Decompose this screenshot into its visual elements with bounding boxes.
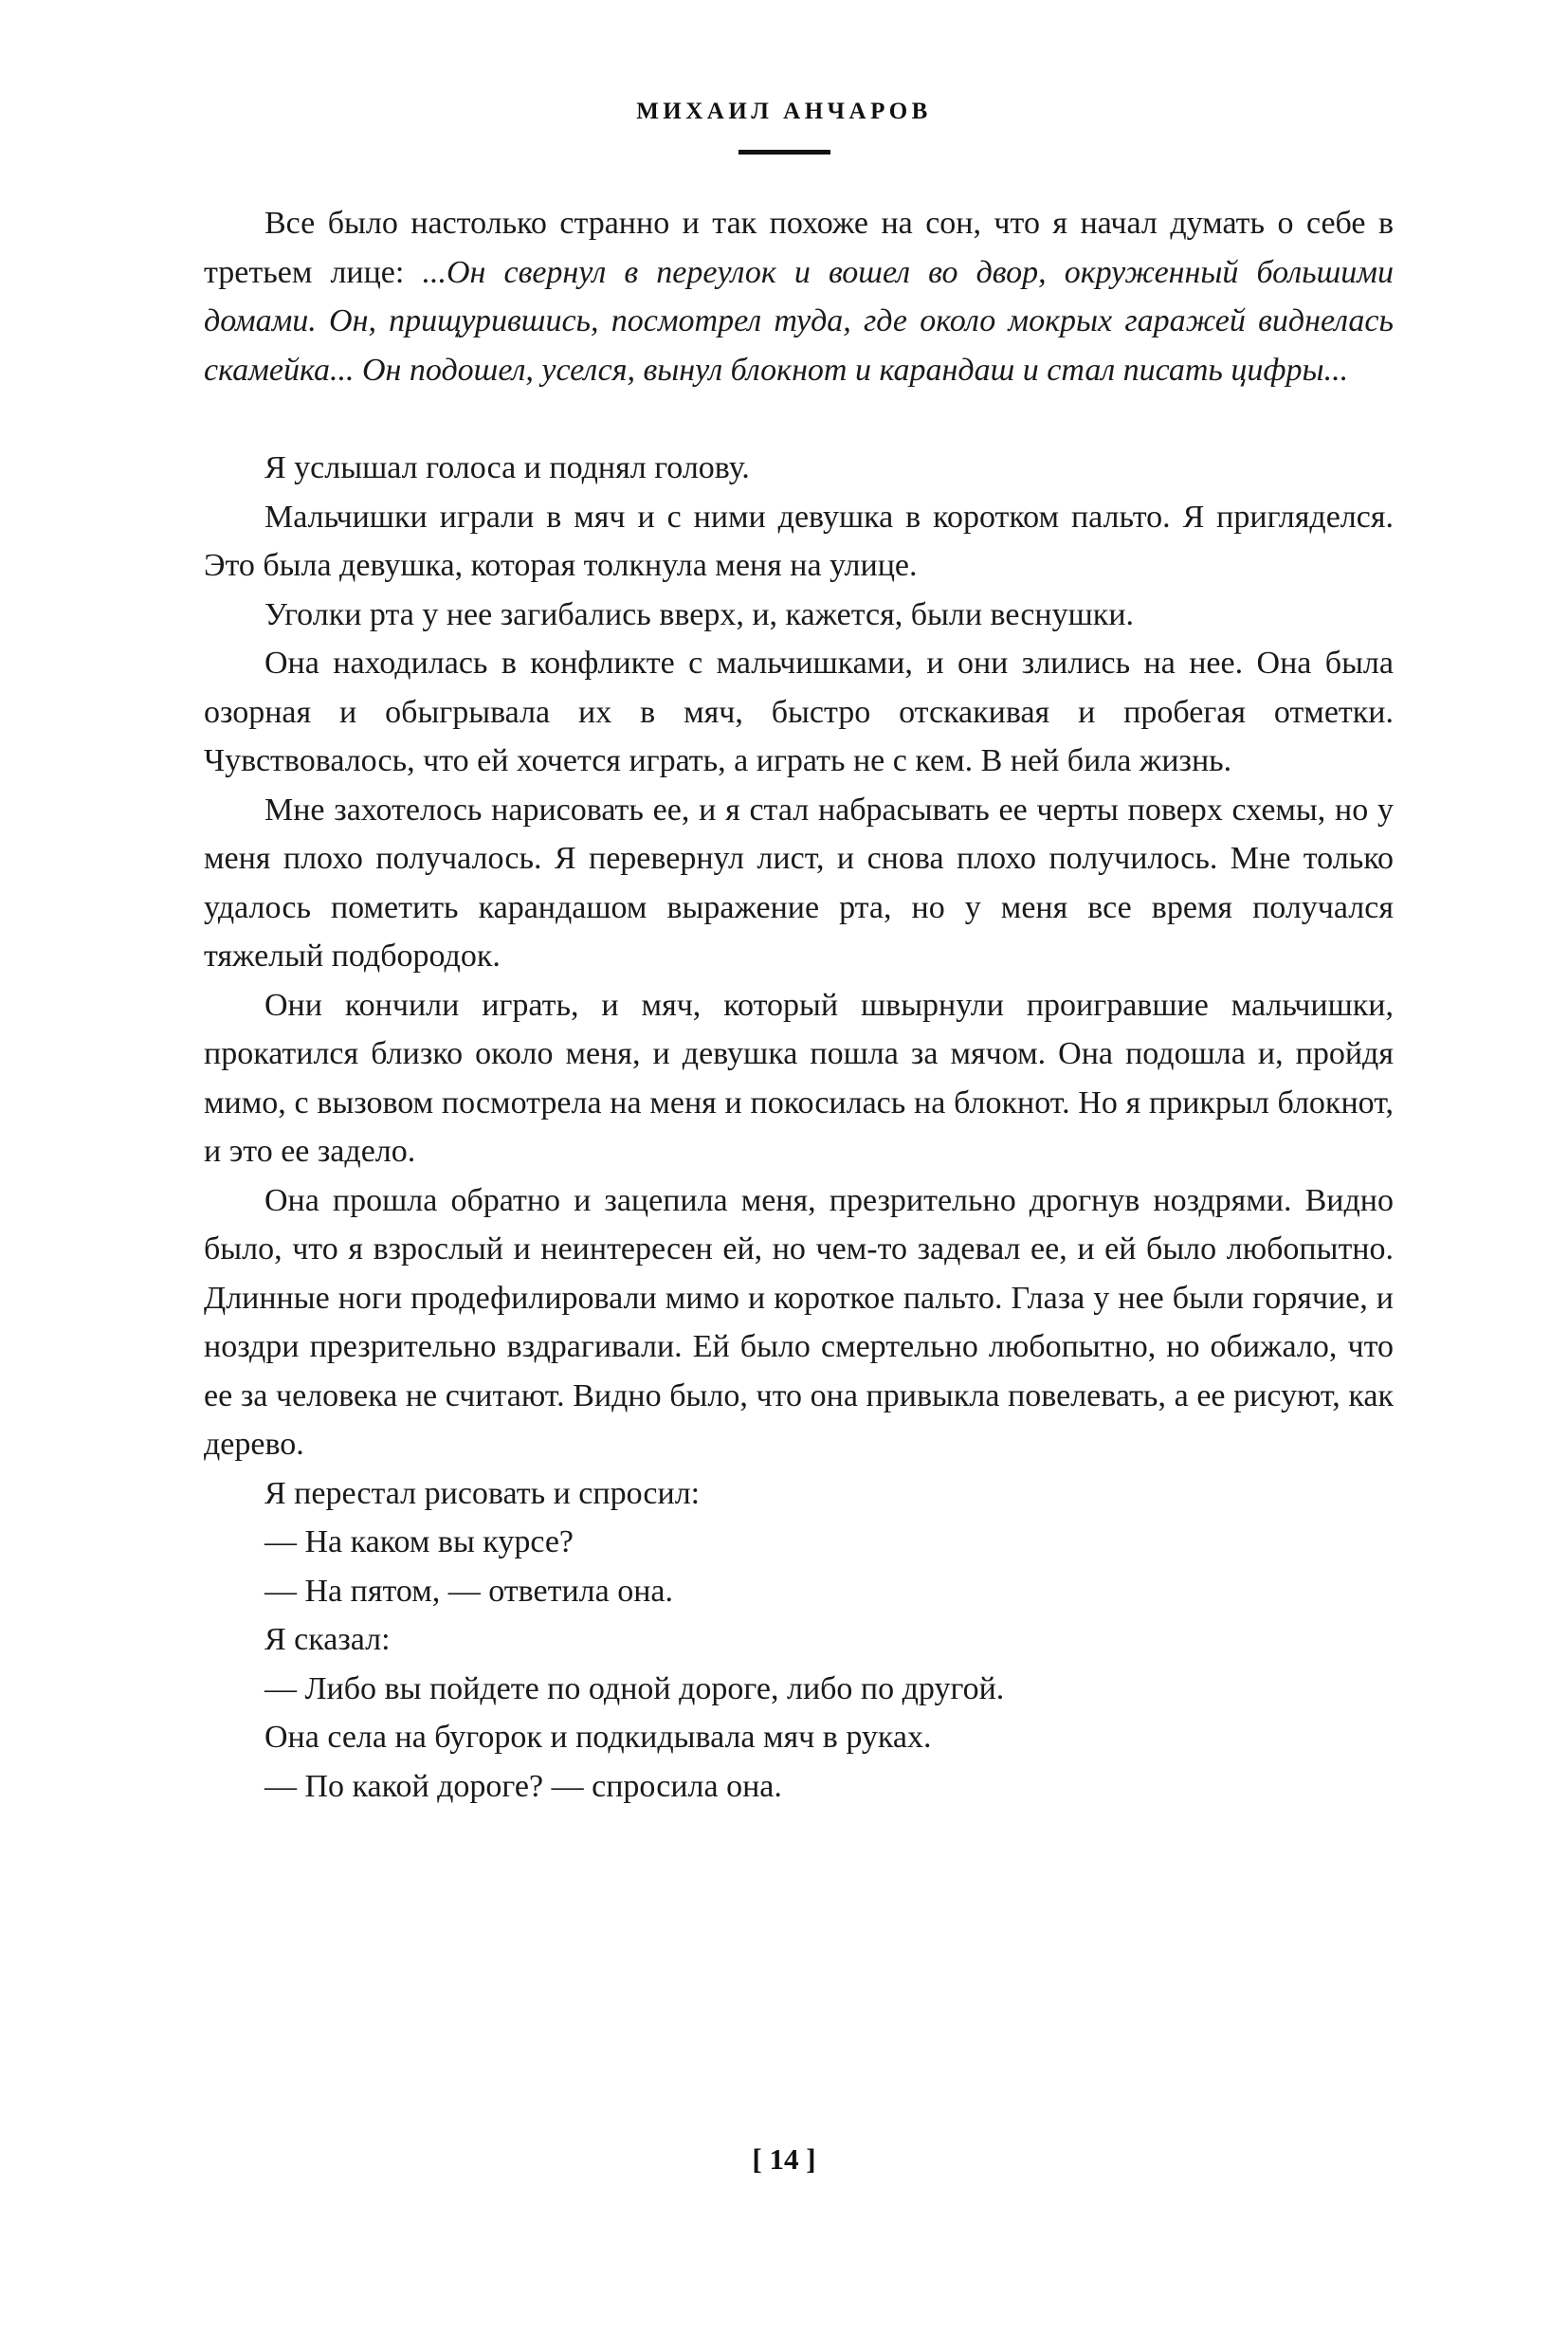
paragraph: Уголки рта у нее загибались вверх, и, кажется, были веснушки.	[264, 596, 1135, 632]
section-gap	[204, 394, 1394, 444]
paragraph: Я сказал:	[264, 1622, 391, 1657]
paragraph: Она находилась в конфликте с мальчишками, и они злились на нее. Она была озорная и обыгрывала их в мяч, быстро отскакивая и пробегая отметки. Чувствовалось, что ей хочется играть, а играть не с кем. В ней била жизнь.	[204, 646, 1394, 778]
paragraph-lead: Все было настолько странно и так похоже на сон, что я начал думать о себе в третьем лице:	[204, 206, 1394, 290]
dialogue-line: — По какой дороге? — спросила она.	[264, 1768, 782, 1804]
paragraph: Мальчишки играли в мяч и с ними девушка в коротком пальто. Я пригляделся. Это была девушка, которая толкнула меня на улице.	[204, 499, 1394, 583]
italic-passage: ...Он свернул в переулок и вошел во двор, окруженный большими домами. Он, прищурившись, посмотрел туда, где около мокрых гаражей виднелась скамейка... Он подошел, уселся, вынул блокнот и карандаш и стал писать цифры...	[204, 254, 1394, 388]
paragraph: Мне захотелось нарисовать ее, и я стал набрасывать ее черты поверх схемы, но у меня плохо получалось. Я перевернул лист, и снова плохо получилось. Мне только удалось пометить карандашом выражение рта, но у меня все время получался тяжелый подбородок.	[204, 792, 1394, 974]
dialogue-line: — На каком вы курсе?	[264, 1524, 574, 1559]
body-text	[204, 199, 1394, 1811]
paragraph: Я услышал голоса и поднял голову.	[264, 450, 750, 485]
paragraph: Они кончили играть, и мяч, который швырнули проигравшие мальчишки, прокатился близко около меня, и девушка пошла за мячом. Она подошла и, пройдя мимо, с вызовом посмотрела на меня и покосилась на блокнот. Но я прикрыл блокнот, и это ее задело.	[204, 987, 1394, 1169]
paragraph: Я перестал рисовать и спросил:	[264, 1475, 701, 1511]
page-number: [ 14 ]	[752, 2142, 816, 2176]
running-head-rule	[738, 150, 830, 155]
paragraph: Она прошла обратно и зацепила меня, презрительно дрогнув ноздрями. Видно было, что я взрослый и неинтересен ей, но чем-то задевал ее, и ей было любопытно. Длинные ноги продефилировали мимо и короткое пальто. Глаза у нее были горячие, и ноздри презрительно вздрагивали. Ей было смертельно любопытно, но обижало, что ее за человека не считают. Видно было, что она привыкла повелевать, а ее рисуют, как дерево.	[204, 1182, 1394, 1462]
running-head: МИХАИЛ АНЧАРОВ	[636, 99, 932, 124]
dialogue-line: — Либо вы пойдете по одной дороге, либо по другой.	[264, 1670, 1005, 1706]
dialogue-line: — На пятом, — ответила она.	[264, 1573, 674, 1609]
paragraph: Она села на бугорок и подкидывала мяч в руках.	[264, 1720, 932, 1755]
paragraph	[204, 199, 1394, 394]
